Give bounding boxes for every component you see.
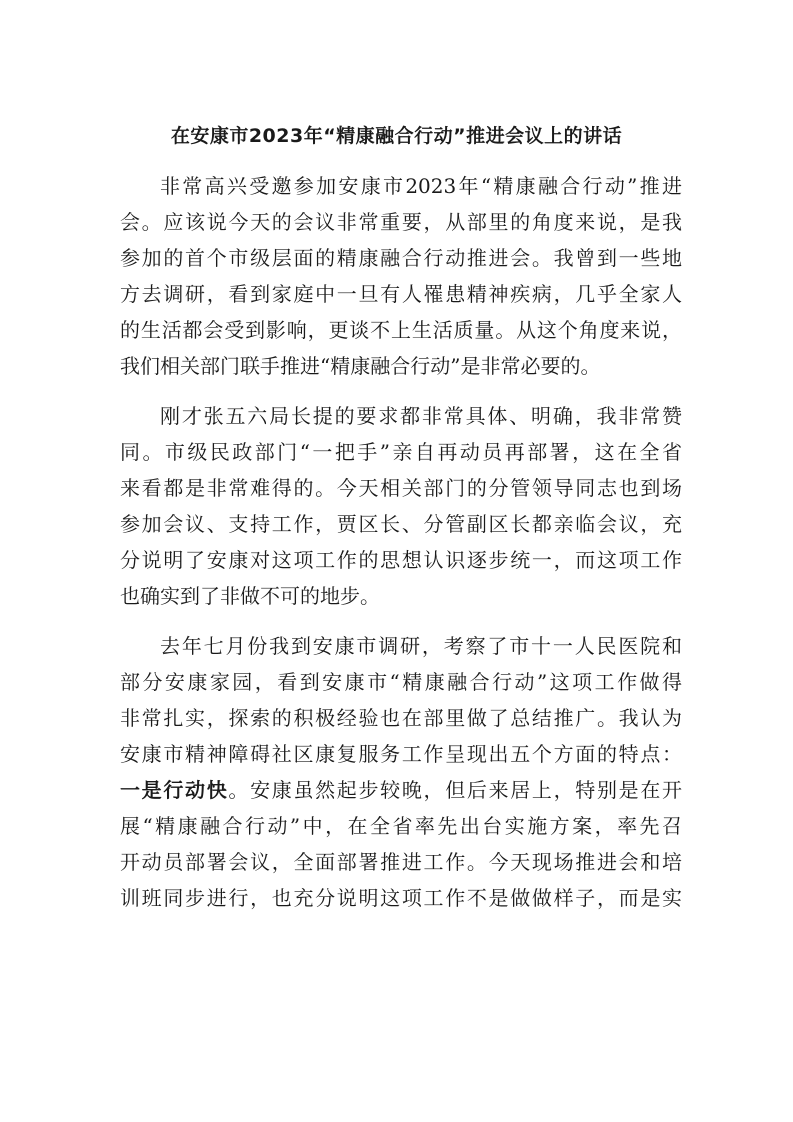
text-line: 我们相关部门联手推进“精康融合行动”是非常必要的。 <box>120 354 601 378</box>
text-line: 来看都是非常难得的。今天相关部门的分管领导同志也到场 <box>120 476 682 500</box>
text-line: 同。市级民政部门“一把手”亲自再动员再部署，这在全省 <box>120 440 682 464</box>
paragraph-3 <box>120 628 682 916</box>
text-line: 方去调研，看到家庭中一旦有人罹患精神疾病，几乎全家人 <box>120 282 682 306</box>
text-line: 非常扎实，探索的积极经验也在部里做了总结推广。我认为 <box>120 706 682 730</box>
text-line: 去年七月份我到安康市调研，考察了市十一人民医院和 <box>160 634 682 658</box>
text-line: 参加会议、支持工作，贾区长、分管副区长都亲临会议，充 <box>120 512 682 536</box>
text-line: 非常高兴受邀参加安康市2023年“精康融合行动”推进 <box>160 174 682 198</box>
document-title: 在安康市2023年“精康融合行动”推进会议上的讲话 <box>170 125 623 147</box>
text-line: 训班同步进行，也充分说明这项工作不是做做样子，而是实 <box>120 886 682 910</box>
text-line: 安康市精神障碍社区康复服务工作呈现出五个方面的特点： <box>120 742 682 766</box>
highlight-rest: 。安康虽然起步较晚，但后来居上，特别是在开 <box>228 778 683 802</box>
text-line: 会。应该说今天的会议非常重要，从部里的角度来说，是我 <box>120 210 682 234</box>
highlight-label: 一是行动快 <box>120 778 229 802</box>
text-line: 开动员部署会议，全面部署推进工作。今天现场推进会和培 <box>120 850 682 874</box>
text-line-highlight <box>120 772 682 808</box>
text-line: 参加的首个市级层面的精康融合行动推进会。我曾到一些地 <box>120 246 682 270</box>
text-line: 展“精康融合行动”中，在全省率先出台实施方案，率先召 <box>120 814 682 838</box>
document-body <box>120 168 682 930</box>
paragraph-1 <box>120 168 682 384</box>
text-line: 刚才张五六局长提的要求都非常具体、明确，我非常赞 <box>160 404 682 428</box>
paragraph-2 <box>120 398 682 614</box>
text-line: 部分安康家园，看到安康市“精康融合行动”这项工作做得 <box>120 670 682 694</box>
text-line: 的生活都会受到影响，更谈不上生活质量。从这个角度来说， <box>120 318 682 342</box>
text-line: 分说明了安康对这项工作的思想认识逐步统一，而这项工作 <box>120 548 682 572</box>
text-line: 也确实到了非做不可的地步。 <box>120 584 380 608</box>
